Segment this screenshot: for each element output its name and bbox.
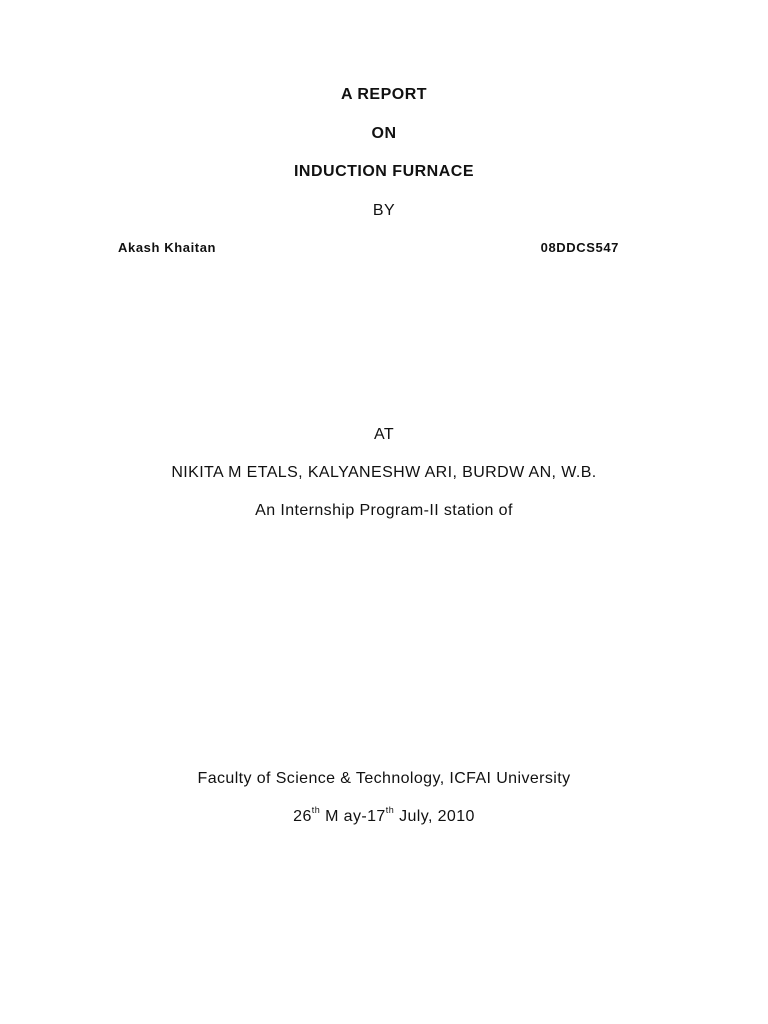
author-name: Akash Khaitan	[118, 240, 217, 255]
internship-program: An Internship Program-II station of	[255, 502, 513, 519]
location-at: AT	[373, 426, 395, 443]
report-on: ON	[371, 125, 397, 142]
date-end-suffix: th	[385, 805, 395, 815]
author-id: 08DDCS547	[540, 240, 619, 255]
date-start-day: 26	[293, 808, 312, 825]
report-title: INDUCTION FURNACE	[293, 163, 475, 180]
company-address: NIKITA M ETALS, KALYANESHW ARI, BURDW AN, W.B.	[171, 464, 597, 481]
report-heading: A REPORT	[340, 86, 428, 103]
date-line	[0, 805, 768, 826]
date-start-month: M ay-17	[320, 808, 386, 825]
faculty-line: Faculty of Science & Technology, ICFAI University	[197, 770, 571, 787]
report-by: BY	[372, 202, 396, 219]
date-end-rest: July, 2010	[394, 808, 475, 825]
date-start-suffix: th	[311, 805, 321, 815]
